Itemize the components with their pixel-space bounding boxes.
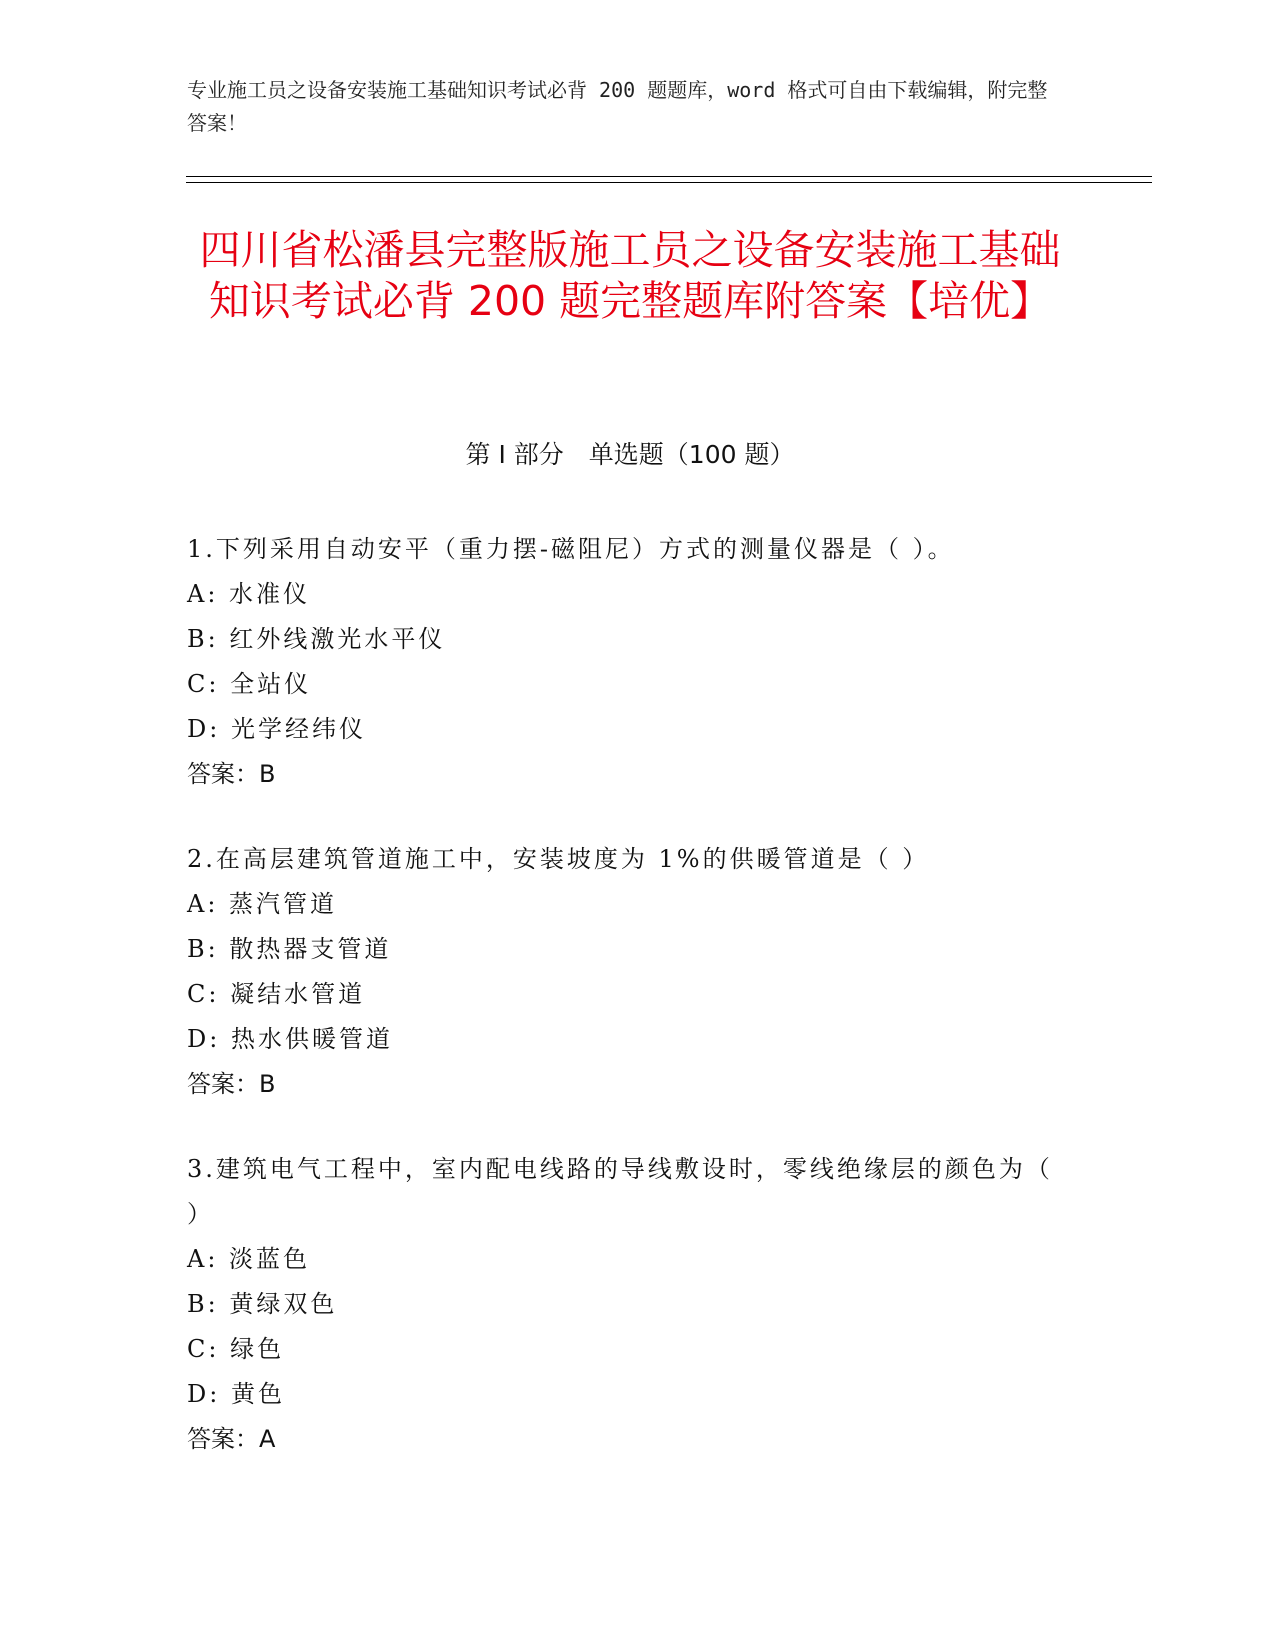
- option-c: C: 全站仪: [187, 670, 312, 698]
- answer-text: 答案：B: [187, 760, 276, 788]
- option-d: D: 热水供暖管道: [187, 1025, 393, 1053]
- question-list: [187, 527, 1067, 1502]
- question-stem: 2.在高层建筑管道施工中，安装坡度为 1%的供暖管道是（ ）: [187, 845, 930, 873]
- option-d: D: 黄色: [187, 1380, 285, 1408]
- option-b: B: 红外线激光水平仪: [187, 625, 446, 653]
- option-a: A: 淡蓝色: [187, 1245, 311, 1273]
- document-title: 四川省松潘县完整版施工员之设备安装施工基础知识考试必背 200 题完整题库附答案【培优】: [199, 226, 1061, 325]
- option-c: C: 绿色: [187, 1335, 285, 1363]
- answer-text: 答案：B: [187, 1070, 276, 1098]
- question-2: [187, 837, 1067, 1107]
- option-b: B: 散热器支管道: [187, 935, 392, 963]
- option-d: D: 光学经纬仪: [187, 715, 366, 743]
- question-stem: 1.下列采用自动安平（重力摆-磁阻尼）方式的测量仪器是（ ）。: [187, 535, 955, 563]
- option-a: A: 水准仪: [187, 580, 311, 608]
- question-1: [187, 527, 1067, 797]
- option-b: B: 黄绿双色: [187, 1290, 338, 1318]
- header-divider-top: [186, 176, 1152, 177]
- option-a: A: 蒸汽管道: [187, 890, 338, 918]
- section-title: 第 I 部分 单选题（100 题）: [465, 440, 795, 469]
- question-stem: 3.建筑电气工程中，室内配电线路的导线敷设时，零线绝缘层的颜色为（ ）: [187, 1155, 1053, 1228]
- option-c: C: 凝结水管道: [187, 980, 366, 1008]
- answer-text: 答案：A: [187, 1425, 276, 1453]
- header-divider-bottom: [186, 182, 1152, 183]
- question-3: [187, 1147, 1067, 1462]
- document-intro-text: 专业施工员之设备安装施工基础知识考试必背 200 题题库，word 格式可自由下载编辑，附完整答案！: [187, 78, 1048, 135]
